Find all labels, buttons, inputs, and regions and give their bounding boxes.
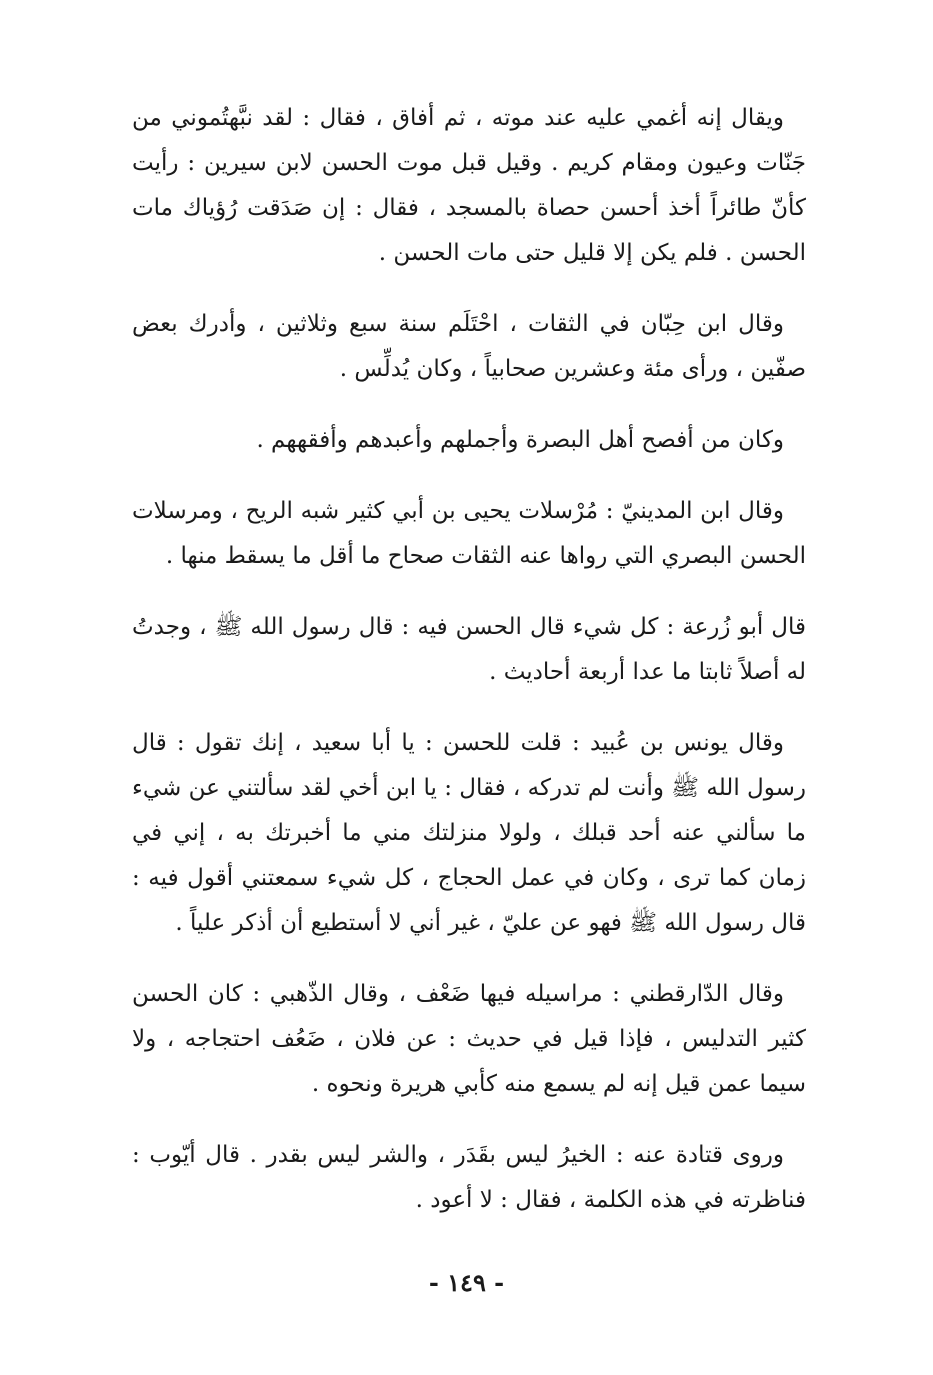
paragraph-2: وقال ابن حِبّان في الثقات ، احْتَلَم سنة سبع وثلاثين ، وأدرك بعض صفّين ، ورأى مئة وعشرين صحابياً ، وكان يُدلِّس .	[132, 311, 806, 382]
paragraph-5: قال أبو زُرعة : كل شيء قال الحسن فيه : قال رسول الله ﷺ ، وجدتُ له أصلاً ثابتا ما عدا أربعة أحاديث .	[132, 614, 806, 685]
paragraph-1: ويقال إنه أغمي عليه عند موته ، ثم أفاق ، فقال : لقد نبَّهتُموني من جَنّات وعيون ومقام كريم . وقيل قبل موت الحسن لابن سيرين : رأيت كأنّ طائراً أخذ أحسن حصاة بالمسجد ، فقال : إن صَدَقت رُؤياك مات الحسن . فلم يكن إلا قليل حتى مات الحسن .	[132, 105, 806, 266]
paragraph-8: وروى قتادة عنه : الخيرُ ليس بقَدَر ، والشر ليس بقدر . قال أيّوب : فناظرته في هذه الكلمة ، فقال : لا أعود .	[132, 1142, 806, 1213]
page-number: - ١٤٩ -	[428, 1268, 505, 1297]
paragraph-7: وقال الدّارقطني : مراسيله فيها ضَعْف ، وقال الذّهبي : كان الحسن كثير التدليس ، فإذا قيل في حديث : عن فلان ، ضَعُف احتجاجه ، ولا سيما عمن قيل إنه لم يسمع منه كأبي هريرة ونحوه .	[132, 981, 806, 1097]
paragraph-6: وقال يونس بن عُبيد : قلت للحسن : يا أبا سعيد ، إنك تقول : قال رسول الله ﷺ وأنت لم تدركه ، فقال : يا ابن أخي لقد سألتني عن شيء ما سألني عنه أحد قبلك ، ولولا منزلتك مني ما أخبرتك به ، إني في زمان كما ترى ، وكان في عمل الحجاج ، كل شيء سمعتني أقول فيه : قال رسول الله ﷺ فهو عن عليّ ، غير أني لا أستطيع أن أذكر علياً .	[132, 730, 806, 936]
paragraph-3: وكان من أفصح أهل البصرة وأجملهم وأعبدهم وأفقههم .	[256, 427, 784, 453]
body-text	[132, 96, 806, 1249]
paragraph-4: وقال ابن المدينيّ : مُرْسلات يحيى بن أبي كثير شبه الريح ، ومرسلات الحسن البصري التي رواها عنه الثقات صحاح ما أقل ما يسقط منها .	[132, 498, 806, 569]
